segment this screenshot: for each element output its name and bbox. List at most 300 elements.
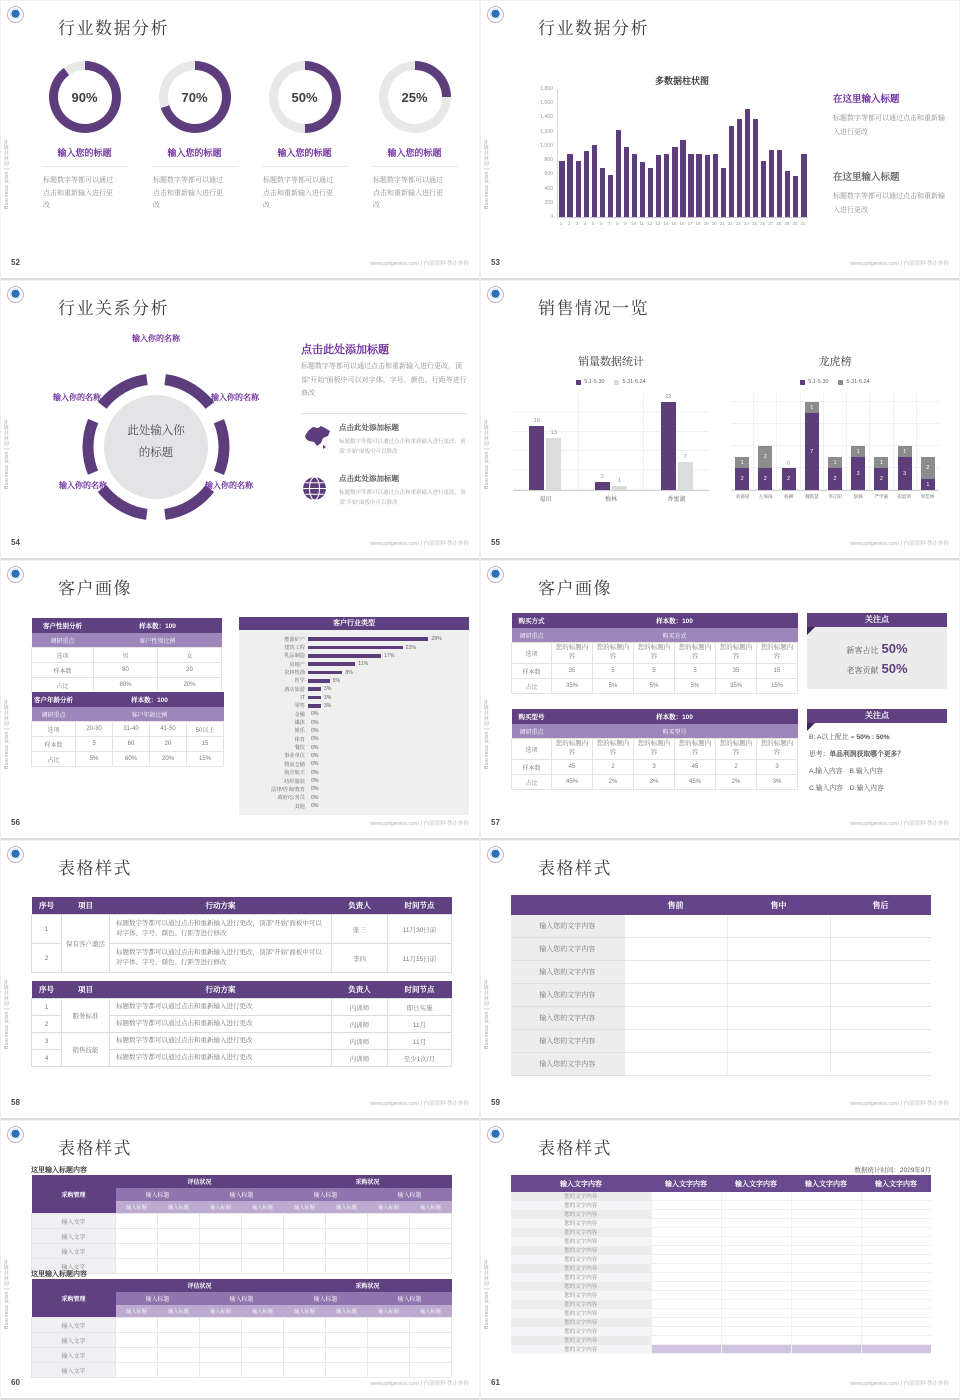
bar-label: 政府/公务员 [277,795,305,802]
list-item-text [339,473,471,508]
table-cell: 输入您的文字内容 [511,961,624,984]
table-cell [721,1309,791,1318]
table-cell [727,984,830,1007]
x-axis-label: 29 [784,221,790,226]
bar-row [241,727,463,735]
side-watermark: Business plan | 商业计划书 [4,698,10,769]
table-cell: 20% [150,752,187,767]
page-title: 客户画像 [58,579,132,598]
bar-segment: 1 [805,402,819,413]
table-cell [861,1282,931,1291]
table-cell [368,1348,410,1363]
procurement-table [31,1175,452,1274]
table-cell: 内训师 [332,1033,388,1050]
table-cell [651,1255,721,1264]
table-cell [721,1336,791,1345]
bar-value-label: 17% [384,652,395,659]
table-cell: 输入标题 [242,1201,284,1214]
table-cell: 客户年龄比例 [76,707,224,722]
table-cell: 您的文字内容 [511,1282,651,1291]
donut-item [33,61,136,213]
slide-58[interactable] [1,841,479,1118]
table-cell: 售后 [830,895,931,915]
buy-method-table [511,613,798,694]
table-cell: 输入您的文字内容 [511,1007,624,1030]
diagram-node-label: 输入你的名称 [132,334,180,343]
age-analysis-table [31,692,224,767]
table-cell: 输入标题 [200,1292,284,1305]
industry-panel [239,617,469,815]
table-cell: 您的文字内容 [511,1228,651,1237]
table-cell [861,1192,931,1201]
chart-category [846,393,869,490]
bar-label: 纺织服装 [284,778,305,785]
table-cell: 输入标题 [284,1188,368,1201]
table-cell: 11月 [388,1016,452,1033]
page-number: 57 [491,818,500,827]
table-caption: 这里输入标题内容 [31,1271,87,1278]
table-cell [791,1228,861,1237]
donut-hole [278,70,332,124]
table-cell: 您的标题内容 [675,643,716,664]
table-cell: 您的标题内容 [552,739,593,760]
stat-table [31,618,222,693]
table-cell [861,1327,931,1336]
table-cell: 您的标题内容 [716,643,757,664]
bar-row [241,685,463,693]
x-axis-label: 4 [583,221,587,226]
slide-57[interactable] [481,561,959,838]
table-cell [326,1348,368,1363]
table-cell: 2 [716,760,757,775]
table-cell: 20 [150,737,187,752]
slide-56[interactable] [1,561,479,838]
table-cell: 输入标题 [368,1305,410,1318]
table-cell [651,1192,721,1201]
x-axis-label: 10 [631,221,637,226]
slide-59[interactable] [481,841,959,1118]
bar-wrapper [612,478,627,490]
donut-label: 输入您的标题 [42,146,128,167]
bar-value-label: 22 [665,394,672,400]
bar-row [241,785,463,793]
diagram-center-label: 此处输入你的标题 [127,425,185,459]
table-cell: 41-50 [150,722,187,737]
list-item [301,422,471,457]
legend-swatch [800,380,805,385]
table-cell [410,1214,452,1229]
bar-value-label: 28% [431,636,442,643]
table-cell [727,915,830,938]
table-cell [830,1007,931,1030]
table-cell [861,1273,931,1282]
bar-segment: 7 [805,413,819,490]
table-cell: 您的标题内容 [634,643,675,664]
options-line: C.输入内容 D.输入内容 [809,785,884,792]
slide-footer: www.pptgenius.com | 内部资料 禁止外传 [370,821,469,827]
table-cell [410,1333,452,1348]
stat-label: 新客占比 [846,645,879,655]
globe-icon [301,473,339,508]
text-block [833,91,951,139]
bar-segment: 1 [921,479,935,490]
table-cell: 15% [187,752,224,767]
table-cell [624,915,727,938]
divider [301,413,467,414]
legend-swatch [614,380,619,385]
table-cell [861,1237,931,1246]
bar [664,154,669,217]
table-cell: 您的文字内容 [511,1246,651,1255]
table-cell: 3% [634,775,675,790]
x-axis-label: 2 [567,221,571,226]
table-cell: 输入文字内容 [861,1175,931,1192]
donut-description: 标题数字等都可以通过点击和重新输入进行更改 [153,177,223,210]
bar [624,147,629,217]
table-cell: 采购管理 [32,1279,116,1318]
action-plan-table [31,981,452,1067]
bar-label: 乳品制造 [284,653,305,660]
table-cell [861,1246,931,1255]
bar-row [241,702,463,710]
x-axis-label: 9 [624,221,627,226]
panel-title: 客户行业类型 [239,617,469,630]
text-block [833,169,951,217]
page-title: 表格样式 [538,1139,612,1158]
table-cell [721,1291,791,1300]
x-axis-label: 1 [559,221,563,226]
table-cell: 行动方案 [110,897,332,915]
bar-chart [557,89,808,218]
bar-value-label: 0% [311,727,319,734]
table-cell: 输入您的文字内容 [511,1053,624,1076]
legend-item [838,379,869,385]
callout-title: 关注点 [807,709,947,723]
table-cell: 输入标题 [116,1305,158,1318]
page-number: 54 [11,538,20,547]
stat-value: 50% [881,640,908,656]
table-cell: 输入标题 [368,1188,452,1201]
table-cell [284,1259,326,1274]
item-body: 标题数字等都可以通过点击和重新输入进行更改，顶部“开始”面板中可以修改 [339,439,466,456]
section-heading: 点击此处添加标题 [301,344,389,356]
legend-swatch [576,380,581,385]
table-cell [651,1291,721,1300]
bar-label: 餐饮 [294,745,305,752]
table-cell: 选项 [512,643,552,664]
table-cell [158,1259,200,1274]
table-cell: 您的文字内容 [511,1273,651,1282]
slide-54[interactable] [1,281,479,558]
table-cell [721,1219,791,1228]
page-number: 55 [491,538,500,547]
ratio-prefix: B: A以上配比 = [809,734,857,741]
table-cell [284,1214,326,1229]
table-cell [727,961,830,984]
table-cell: 您的文字内容 [511,1336,651,1345]
table-cell: 您的文字内容 [511,1345,651,1354]
table-cell: 即日实施 [388,999,452,1016]
slide-footer: www.pptgenius.com | 内部资料 禁止外传 [850,1101,949,1107]
table-cell: 输入标题 [368,1292,452,1305]
table-cell [200,1348,242,1363]
table-cell: 5% [76,752,113,767]
bar-wrapper [678,454,693,490]
bar-row [241,668,463,676]
table-cell: 您的文字内容 [511,1201,651,1210]
bar-label: IT [300,694,305,701]
table-cell: 选项 [32,722,76,737]
table-cell: 3% [757,775,798,790]
table-cell [368,1363,410,1378]
side-watermark: Business plan | 商业计划书 [484,1258,490,1329]
bar [761,161,766,217]
callout-body [807,627,947,689]
x-axis-label: 19 [703,221,709,226]
list-item [301,473,471,508]
table-cell: 输入文字内容 [791,1175,861,1192]
table-cell [791,1291,861,1300]
slide-footer: www.pptgenius.com | 内部资料 禁止外传 [370,541,469,547]
chart-legend [729,379,941,385]
x-axis [731,494,939,500]
table-cell: 张三 [332,915,388,944]
table-cell [116,1363,158,1378]
table-cell: 80 [94,663,158,678]
table-cell [791,1336,861,1345]
table-cell: 5 [76,737,113,752]
y-axis-tick: 0 [550,213,553,220]
table-cell: 35% [716,679,757,694]
table-cell: 输入标题 [200,1305,242,1318]
section-body: 标题数字等都可以通过点击和重新输入进行更改，顶部“开始”面板中可以对字体、字号、颜色、行距等进行修改 [301,363,467,398]
bar [529,426,544,490]
x-axis-label: 25 [752,221,757,226]
table-cell [651,1318,721,1327]
table-cell: 内训师 [332,999,388,1016]
table-cell: 您的文字内容 [511,1264,651,1273]
x-axis-label: 28 [776,221,782,226]
table-cell [791,1219,861,1228]
table-cell: 标题数字等都可以通过点击和重新输入进行更改，顶部“开始”面板中可以对字体、字号、颜色、行距等进行修改 [110,944,332,973]
ratio-value: 50% : 50% [856,734,890,741]
page-title: 行业关系分析 [58,299,169,318]
table-cell: 样本数 [512,760,552,775]
table-cell: 购买型号 [552,724,798,739]
table-cell: 调研重点 [512,628,552,643]
table-cell: 您的标题内容 [716,739,757,760]
x-axis-label: 魏新慧 [804,494,819,499]
table-cell [326,1318,368,1333]
table-cell: 输入文字 [32,1244,116,1259]
bar-row [241,794,463,802]
bar [632,154,637,217]
bar-row [241,693,463,701]
table-cell: 调研重点 [32,633,94,648]
table-cell: 50以上 [187,722,224,737]
x-axis-label: 31 [800,221,806,226]
x-axis-label: 李正阳 [828,494,842,499]
donut-label: 输入您的标题 [152,146,238,167]
page-number: 58 [11,1098,20,1107]
page-title: 表格样式 [58,859,132,878]
bar-value-label: 11% [358,661,369,668]
table-cell [326,1244,368,1259]
table-cell: 11月15日前 [388,944,452,973]
table-cell [651,1219,721,1228]
options-line: A.输入内容 B.输入内容 [809,768,884,775]
chart-category [893,393,916,490]
donut-description: 标题数字等都可以通过点击和重新输入进行更改 [43,177,113,210]
table-cell: 45 [552,760,593,775]
donut-value: 25% [401,89,428,105]
table-cell: 样本数 [512,664,552,679]
bar-row [241,635,463,643]
bar-stack [921,457,935,490]
chart-category [731,393,753,490]
list-item-text [339,422,471,457]
table-cell: 调研重点 [32,707,76,722]
table-cell: 标题数字等都可以通过点击和重新输入进行更改 [110,1050,332,1067]
procurement-table [31,1279,452,1378]
table-cell [242,1214,284,1229]
table-cell: 45% [675,775,716,790]
ratio-line [809,731,945,741]
bar-stack [874,457,888,490]
slide-60[interactable] [1,1121,479,1398]
table-cell: 20-30 [76,722,113,737]
table-cell [791,1237,861,1246]
table-cell: 输入文字 [32,1318,116,1333]
bar [308,662,355,666]
x-axis-label: 18 [695,221,701,226]
x-axis-label: 20 [711,221,717,226]
bar [680,140,685,217]
bar-segment: 1 [898,446,912,457]
table-cell [158,1244,200,1259]
y-axis-tick: 1,800 [540,86,553,92]
bar [713,154,718,217]
bar-wrapper [595,474,610,490]
table-cell [791,1192,861,1201]
y-axis-tick: 1,400 [540,114,553,121]
x-axis-label: 26 [760,221,766,226]
bar [688,154,693,217]
chart-category [753,393,776,490]
table-cell: 15 [187,737,224,752]
school-logo-icon [7,286,24,303]
table-cell: 输入文字 [32,1333,116,1348]
x-axis-label: 22 [727,221,733,226]
bar-row [241,652,463,660]
page-title: 销售情况一览 [538,299,649,318]
bar-value-label: 0 [787,461,790,467]
school-logo-icon [7,1126,24,1143]
slide-53[interactable] [481,1,959,278]
bar [592,145,597,217]
bar-row [241,677,463,685]
table-cell: 您的标题内容 [675,739,716,760]
bar-wrapper [661,394,676,490]
slide-footer: www.pptgenius.com | 内部资料 禁止外传 [370,261,469,267]
bar [608,175,613,217]
side-watermark: Business plan | 商业计划书 [484,978,490,1049]
slide-55[interactable] [481,281,959,558]
x-axis-label: 23 [735,221,741,226]
table-cell: 您的文字内容 [511,1309,651,1318]
table-cell: 占比 [32,678,94,693]
table-cell: 输入标题 [326,1305,368,1318]
page-number: 59 [491,1098,500,1107]
bar-segment: 1 [735,457,749,468]
table-cell: 客户性别比例 [94,633,222,648]
bar-label: 房地产 [289,661,305,668]
table-cell [727,1030,830,1053]
school-logo-icon [487,846,504,863]
bar-segment: 2 [735,468,749,490]
x-axis-label: 晨枫 [853,494,863,499]
bar [308,687,321,691]
x-axis-label: 左海南 [758,494,773,499]
table-cell: 输入文字 [32,1229,116,1244]
table-cell: 2 [593,760,634,775]
table-cell [791,1210,861,1219]
slide-52[interactable] [1,1,479,278]
table-cell [651,1309,721,1318]
table-cell [727,938,830,961]
school-logo-icon [487,566,504,583]
bar [696,154,701,217]
stat-table [31,692,224,767]
item-heading: 点击此处添加标题 [339,423,399,432]
bar [705,155,710,217]
bar-row [241,769,463,777]
bar [584,151,589,218]
bar-wrapper [546,430,561,490]
y-axis-tick: 200 [544,199,553,206]
bar-value-label: 0% [311,736,319,743]
x-axis-label: 香蜜湖 [667,497,686,503]
bar-value-label: 22% [405,644,416,651]
table-cell: 服务标准 [62,999,110,1033]
bar-segment: 2 [828,468,842,490]
table-cell: 占比 [512,679,552,694]
donut-chart [379,61,451,133]
bar [308,646,403,650]
bar-value-label: 0% [311,719,319,726]
bar-value-label: 0% [311,711,319,718]
donut-chart [159,61,231,133]
table-cell: 输入标题 [200,1201,242,1214]
bar-wrapper [529,418,544,490]
horizontal-bar-chart [239,630,469,810]
table-cell: 时间节点 [388,981,452,999]
table-cell: 您的标题内容 [552,643,593,664]
bar-row [241,643,463,651]
school-logo-icon [7,6,24,23]
bar [801,154,806,217]
bar-value-label: 0% [311,778,319,785]
slide-61[interactable] [481,1121,959,1398]
table-cell [651,1336,721,1345]
table-cell: 3 [757,760,798,775]
side-watermark: Business plan | 商业计划书 [484,138,490,209]
bar-label: 媒体 [294,720,305,727]
x-axis-label: 24 [744,221,749,226]
page-number: 53 [491,258,500,267]
bar-value-label: 16 [533,418,540,424]
callout-card [807,613,947,689]
